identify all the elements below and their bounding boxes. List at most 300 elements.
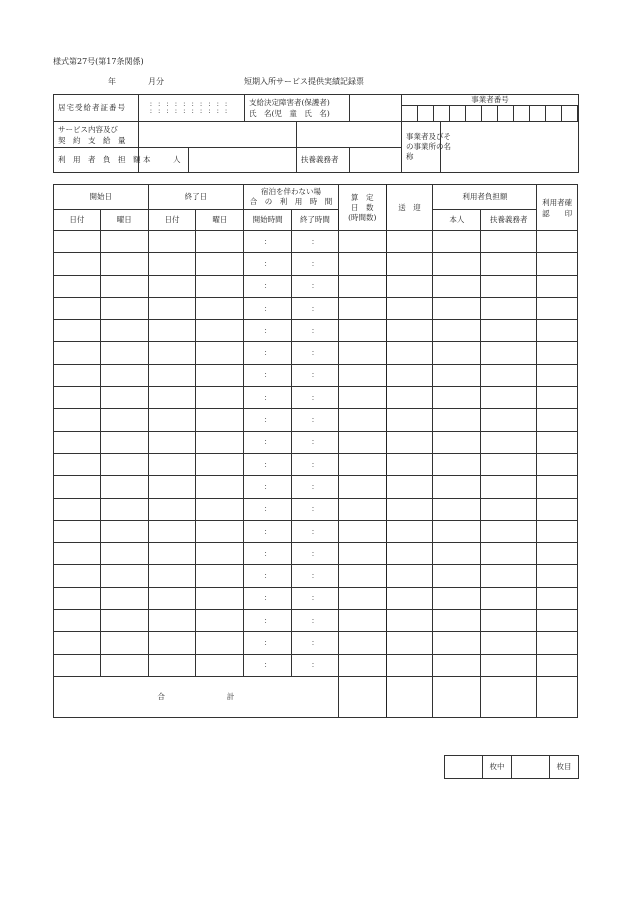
transport-cell[interactable] (386, 476, 433, 498)
calc-days-header (338, 185, 386, 231)
transport-cell[interactable] (386, 253, 433, 275)
end-weekday-cell[interactable] (196, 320, 244, 342)
burden-dependent-cell[interactable] (481, 520, 537, 542)
table-row (54, 275, 578, 297)
calc-days-cell[interactable] (338, 387, 386, 409)
transport-cell[interactable] (386, 342, 433, 364)
transport-cell[interactable] (386, 632, 433, 654)
end-time-cell[interactable]: ： (292, 387, 339, 409)
end-weekday-cell[interactable] (196, 543, 244, 565)
user-confirm-cell[interactable] (537, 253, 578, 275)
end-time-cell[interactable]: ： (292, 231, 339, 253)
calc-days-cell[interactable] (338, 654, 386, 676)
no-stay-header-line2: 合 の 利 用 時 間 (249, 197, 333, 206)
table-row (54, 431, 578, 453)
transport-cell[interactable] (386, 565, 433, 587)
no-stay-header-line1: 宿泊を伴わない場 (261, 187, 322, 196)
user-confirm-cell[interactable] (537, 275, 578, 297)
end-weekday-cell[interactable] (196, 587, 244, 609)
transport-cell[interactable] (386, 587, 433, 609)
burden-dependent-cell[interactable] (481, 543, 537, 565)
service-content-field-2[interactable] (297, 122, 402, 148)
start-date-cell[interactable] (54, 498, 101, 520)
start-date-cell[interactable] (54, 231, 101, 253)
start-date-cell[interactable] (54, 610, 101, 632)
self-burden-field[interactable] (189, 148, 297, 173)
start-weekday-cell[interactable] (100, 520, 148, 542)
calc-days-cell[interactable] (338, 231, 386, 253)
burden-self-cell[interactable] (433, 364, 481, 386)
end-date-cell[interactable] (148, 431, 196, 453)
provider-name-label (402, 122, 452, 173)
calc-days-cell[interactable] (338, 476, 386, 498)
calc-days-line2: 日 数 (351, 202, 374, 212)
burden-self-sub: 本人 (433, 210, 481, 231)
start-time-cell[interactable]: ： (244, 498, 292, 520)
calc-days-cell[interactable] (338, 275, 386, 297)
info-table (53, 94, 579, 173)
burden-dependent-cell[interactable] (481, 498, 537, 520)
start-date-cell[interactable] (54, 297, 101, 319)
calc-days-cell[interactable] (338, 364, 386, 386)
end-time-cell[interactable]: ： (292, 253, 339, 275)
burden-dependent-cell[interactable] (481, 587, 537, 609)
user-confirm-cell[interactable] (537, 453, 578, 475)
table-row (54, 565, 578, 587)
provider-number-label: 事業者番号 (402, 95, 578, 106)
burden-dependent-cell[interactable] (481, 275, 537, 297)
user-confirm-cell[interactable] (537, 364, 578, 386)
transport-cell[interactable] (386, 409, 433, 431)
service-content-label (54, 122, 139, 148)
burden-self-cell[interactable] (433, 498, 481, 520)
end-date-cell[interactable] (148, 453, 196, 475)
end-weekday-cell[interactable] (196, 387, 244, 409)
table-row (54, 520, 578, 542)
start-weekday-cell[interactable] (100, 610, 148, 632)
no-stay-time-header (244, 185, 339, 210)
table-row (54, 342, 578, 364)
confirm-line2: 認 印 (542, 208, 573, 218)
user-confirm-cell[interactable] (537, 476, 578, 498)
transport-cell[interactable] (386, 387, 433, 409)
dependent-label: 扶養義務者 (297, 148, 350, 173)
end-time-cell[interactable]: ： (292, 364, 339, 386)
burden-self-cell[interactable] (433, 565, 481, 587)
start-weekday-cell[interactable] (100, 320, 148, 342)
end-date-cell[interactable] (148, 320, 196, 342)
start-weekday-cell[interactable] (100, 409, 148, 431)
end-date-cell[interactable] (148, 498, 196, 520)
start-date-cell[interactable] (54, 565, 101, 587)
end-weekday-cell[interactable] (196, 498, 244, 520)
burden-self-cell[interactable] (433, 253, 481, 275)
start-time-cell[interactable]: ： (244, 431, 292, 453)
end-weekday-cell[interactable] (196, 342, 244, 364)
end-time-sub: 終了時間 (292, 210, 339, 231)
start-time-cell[interactable]: ： (244, 364, 292, 386)
end-date-cell[interactable] (148, 253, 196, 275)
sheet-number-label: 枚目 (550, 756, 579, 779)
calc-days-cell[interactable] (338, 498, 386, 520)
end-date-cell[interactable] (148, 297, 196, 319)
end-time-cell[interactable]: ： (292, 565, 339, 587)
start-time-sub: 開始時間 (244, 210, 292, 231)
burden-self-cell[interactable] (433, 520, 481, 542)
start-time-cell[interactable]: ： (244, 587, 292, 609)
burden-dependent-cell[interactable] (481, 453, 537, 475)
total-calc-days-cell[interactable] (338, 676, 386, 717)
total-user-confirm-cell[interactable] (537, 676, 578, 717)
end-date-cell[interactable] (148, 543, 196, 565)
start-weekday-cell[interactable] (100, 431, 148, 453)
guardian-label-line2: 氏 名(児 童 氏 名) (249, 109, 330, 118)
end-weekday-cell[interactable] (196, 654, 244, 676)
burden-dependent-cell[interactable] (481, 342, 537, 364)
end-date-cell[interactable] (148, 476, 196, 498)
start-date-cell[interactable] (54, 387, 101, 409)
end-weekday-cell[interactable] (196, 431, 244, 453)
end-date-cell[interactable] (148, 587, 196, 609)
end-date-cell[interactable] (148, 632, 196, 654)
table-row (54, 610, 578, 632)
burden-dependent-cell[interactable] (481, 364, 537, 386)
start-weekday-cell[interactable] (100, 654, 148, 676)
start-time-cell[interactable]: ： (244, 253, 292, 275)
burden-dependent-cell[interactable] (481, 565, 537, 587)
end-date-cell[interactable] (148, 342, 196, 364)
total-burden-dependent-cell[interactable] (481, 676, 537, 717)
end-time-cell[interactable]: ： (292, 654, 339, 676)
end-weekday-cell[interactable] (196, 364, 244, 386)
end-date-cell[interactable] (148, 275, 196, 297)
burden-self-cell[interactable] (433, 275, 481, 297)
service-content-field[interactable] (139, 122, 297, 148)
confirm-line1: 利用者確 (542, 197, 573, 207)
start-weekday-cell[interactable] (100, 565, 148, 587)
provider-name-field[interactable] (441, 122, 579, 173)
start-weekday-cell[interactable] (100, 231, 148, 253)
start-date-sub: 日付 (54, 210, 101, 231)
burden-self-cell[interactable] (433, 543, 481, 565)
total-row (54, 676, 578, 717)
end-weekday-cell[interactable] (196, 409, 244, 431)
start-weekday-cell[interactable] (100, 275, 148, 297)
transport-cell[interactable] (386, 520, 433, 542)
burden-dependent-cell[interactable] (481, 431, 537, 453)
burden-dependent-cell[interactable] (481, 320, 537, 342)
end-date-cell[interactable] (148, 610, 196, 632)
burden-self-cell[interactable] (433, 654, 481, 676)
transport-cell[interactable] (386, 231, 433, 253)
user-confirm-cell[interactable] (537, 409, 578, 431)
burden-dependent-sub: 扶養義務者 (481, 210, 537, 231)
burden-dependent-cell[interactable] (481, 253, 537, 275)
guardian-name-field[interactable] (350, 95, 402, 122)
burden-self-cell[interactable] (433, 297, 481, 319)
end-time-cell[interactable]: ： (292, 342, 339, 364)
burden-dependent-cell[interactable] (481, 387, 537, 409)
burden-self-cell[interactable] (433, 610, 481, 632)
end-time-cell[interactable]: ： (292, 453, 339, 475)
start-date-cell[interactable] (54, 275, 101, 297)
sheet-count-table (444, 755, 579, 779)
end-date-sub: 日付 (148, 210, 196, 231)
calc-days-line1: 算 定 (351, 192, 374, 202)
end-time-cell[interactable]: ： (292, 610, 339, 632)
calc-days-line3: (時間数) (348, 212, 377, 222)
start-date-cell[interactable] (54, 431, 101, 453)
user-confirm-cell[interactable] (537, 654, 578, 676)
start-date-cell[interactable] (54, 476, 101, 498)
user-confirm-cell[interactable] (537, 387, 578, 409)
end-date-header: 終了日 (148, 185, 244, 210)
form-number: 様式第27号(第17条関係) (53, 57, 144, 66)
calc-days-cell[interactable] (338, 520, 386, 542)
provider-number-boxes[interactable] (402, 106, 578, 121)
transport-cell[interactable] (386, 364, 433, 386)
total-label-1: 合 (157, 691, 165, 701)
burden-dependent-cell[interactable] (481, 632, 537, 654)
calc-days-cell[interactable] (338, 409, 386, 431)
transport-cell[interactable] (386, 320, 433, 342)
calc-days-cell[interactable] (338, 342, 386, 364)
user-confirm-cell[interactable] (537, 610, 578, 632)
end-time-cell[interactable]: ： (292, 543, 339, 565)
user-burden-header: 利用者負担額 (433, 185, 537, 210)
end-weekday-cell[interactable] (196, 231, 244, 253)
start-date-header: 開始日 (54, 185, 149, 210)
end-weekday-cell[interactable] (196, 520, 244, 542)
start-weekday-cell[interactable] (100, 632, 148, 654)
burden-self-cell[interactable] (433, 632, 481, 654)
burden-self-cell[interactable] (433, 476, 481, 498)
start-weekday-cell[interactable] (100, 342, 148, 364)
table-row (54, 297, 578, 319)
end-weekday-cell[interactable] (196, 275, 244, 297)
end-date-cell[interactable] (148, 231, 196, 253)
user-confirm-cell[interactable] (537, 565, 578, 587)
records-table (53, 184, 578, 718)
calc-days-cell[interactable] (338, 543, 386, 565)
start-date-cell[interactable] (54, 654, 101, 676)
end-date-cell[interactable] (148, 364, 196, 386)
end-weekday-cell[interactable] (196, 297, 244, 319)
table-row (54, 587, 578, 609)
start-weekday-cell[interactable] (100, 387, 148, 409)
start-date-cell[interactable] (54, 520, 101, 542)
table-row (54, 387, 578, 409)
burden-dependent-cell[interactable] (481, 610, 537, 632)
table-row (54, 498, 578, 520)
end-date-cell[interactable] (148, 409, 196, 431)
service-label-line2: 契 約 支 給 量 (58, 135, 126, 145)
user-confirm-cell[interactable] (537, 320, 578, 342)
sheet-number-field[interactable] (512, 756, 550, 779)
user-confirm-cell[interactable] (537, 231, 578, 253)
end-time-cell[interactable]: ： (292, 431, 339, 453)
end-date-cell[interactable] (148, 654, 196, 676)
provider-name-label-line1: 事業者及びそ (406, 132, 452, 141)
calc-days-cell[interactable] (338, 431, 386, 453)
end-time-cell[interactable]: ： (292, 476, 339, 498)
user-confirm-cell[interactable] (537, 543, 578, 565)
start-weekday-cell[interactable] (100, 297, 148, 319)
user-confirm-cell[interactable] (537, 498, 578, 520)
burden-self-cell[interactable] (433, 409, 481, 431)
calc-days-cell[interactable] (338, 253, 386, 275)
transport-cell[interactable] (386, 610, 433, 632)
start-date-cell[interactable] (54, 632, 101, 654)
end-time-cell[interactable]: ： (292, 297, 339, 319)
end-weekday-cell[interactable] (196, 565, 244, 587)
calc-days-cell[interactable] (338, 453, 386, 475)
burden-dependent-cell[interactable] (481, 297, 537, 319)
start-weekday-cell[interactable] (100, 364, 148, 386)
start-time-cell[interactable]: ： (244, 520, 292, 542)
table-row (54, 231, 578, 253)
end-date-cell[interactable] (148, 565, 196, 587)
user-confirm-cell[interactable] (537, 297, 578, 319)
transport-cell[interactable] (386, 654, 433, 676)
start-weekday-cell[interactable] (100, 253, 148, 275)
transport-cell[interactable] (386, 297, 433, 319)
end-weekday-cell[interactable] (196, 632, 244, 654)
start-date-cell[interactable] (54, 253, 101, 275)
table-row (54, 253, 578, 275)
start-date-cell[interactable] (54, 587, 101, 609)
total-burden-self-cell[interactable] (433, 676, 481, 717)
start-weekday-cell[interactable] (100, 476, 148, 498)
calc-days-cell[interactable] (338, 632, 386, 654)
transport-header: 送 迎 (386, 185, 433, 231)
start-time-cell[interactable]: ： (244, 342, 292, 364)
end-weekday-sub: 曜日 (196, 210, 244, 231)
start-time-cell[interactable]: ： (244, 654, 292, 676)
burden-dependent-cell[interactable] (481, 231, 537, 253)
start-time-cell[interactable]: ： (244, 543, 292, 565)
burden-self-cell[interactable] (433, 342, 481, 364)
end-time-cell[interactable]: ： (292, 409, 339, 431)
start-time-cell[interactable]: ： (244, 297, 292, 319)
end-time-cell[interactable]: ： (292, 632, 339, 654)
start-time-cell[interactable]: ： (244, 632, 292, 654)
sheets-total-label: 枚中 (483, 756, 512, 779)
burden-self-cell[interactable] (433, 387, 481, 409)
burden-self-cell[interactable] (433, 453, 481, 475)
table-row (54, 453, 578, 475)
start-time-cell[interactable]: ： (244, 610, 292, 632)
transport-cell[interactable] (386, 543, 433, 565)
form-title: 短期入所サービス提供実績記録票 (244, 77, 364, 86)
end-date-cell[interactable] (148, 520, 196, 542)
end-weekday-cell[interactable] (196, 476, 244, 498)
start-time-cell[interactable]: ： (244, 476, 292, 498)
year-label: 年 (108, 77, 116, 86)
start-time-cell[interactable]: ： (244, 231, 292, 253)
burden-dependent-cell[interactable] (481, 654, 537, 676)
calc-days-cell[interactable] (338, 297, 386, 319)
sheets-total-field[interactable] (445, 756, 483, 779)
calc-days-cell[interactable] (338, 565, 386, 587)
guardian-label (245, 95, 350, 122)
end-time-cell[interactable]: ： (292, 520, 339, 542)
transport-cell[interactable] (386, 431, 433, 453)
start-date-cell[interactable] (54, 320, 101, 342)
table-row (54, 654, 578, 676)
user-confirm-cell[interactable] (537, 587, 578, 609)
start-weekday-cell[interactable] (100, 498, 148, 520)
start-time-cell[interactable]: ： (244, 409, 292, 431)
user-confirm-cell[interactable] (537, 431, 578, 453)
end-time-cell[interactable]: ： (292, 275, 339, 297)
end-time-cell[interactable]: ： (292, 587, 339, 609)
end-time-cell[interactable]: ： (292, 498, 339, 520)
burden-self-cell[interactable] (433, 231, 481, 253)
start-date-cell[interactable] (54, 453, 101, 475)
start-time-cell[interactable]: ： (244, 453, 292, 475)
calc-days-cell[interactable] (338, 610, 386, 632)
start-time-cell[interactable]: ： (244, 275, 292, 297)
user-confirm-cell[interactable] (537, 632, 578, 654)
end-weekday-cell[interactable] (196, 453, 244, 475)
burden-label: 利 用 者 負 担 額 (54, 148, 139, 173)
total-transport-cell[interactable] (386, 676, 433, 717)
end-weekday-cell[interactable] (196, 253, 244, 275)
start-time-cell[interactable]: ： (244, 387, 292, 409)
dependent-burden-field[interactable] (350, 148, 402, 173)
start-date-cell[interactable] (54, 543, 101, 565)
calc-days-cell[interactable] (338, 320, 386, 342)
burden-dependent-cell[interactable] (481, 409, 537, 431)
start-date-cell[interactable] (54, 364, 101, 386)
table-row (54, 632, 578, 654)
self-label: 本 人 (139, 148, 189, 173)
recipient-cert-label: 居宅受給者証番号 (54, 95, 139, 122)
start-date-cell[interactable] (54, 409, 101, 431)
table-row (54, 543, 578, 565)
start-date-cell[interactable] (54, 342, 101, 364)
start-weekday-cell[interactable] (100, 453, 148, 475)
guardian-label-line1: 支給決定障害者(保護者) (249, 98, 330, 107)
burden-self-cell[interactable] (433, 587, 481, 609)
table-row (54, 364, 578, 386)
user-confirm-cell[interactable] (537, 342, 578, 364)
start-time-cell[interactable]: ： (244, 565, 292, 587)
recipient-cert-number-field[interactable]: :::::::::: :::::::::: (139, 95, 245, 122)
table-row (54, 409, 578, 431)
provider-number-cell (402, 95, 579, 122)
user-confirm-header (537, 185, 578, 231)
start-time-cell[interactable]: ： (244, 320, 292, 342)
calc-days-cell[interactable] (338, 587, 386, 609)
end-weekday-cell[interactable] (196, 610, 244, 632)
transport-cell[interactable] (386, 275, 433, 297)
end-date-cell[interactable] (148, 387, 196, 409)
burden-dependent-cell[interactable] (481, 476, 537, 498)
transport-cell[interactable] (386, 498, 433, 520)
transport-cell[interactable] (386, 453, 433, 475)
burden-self-cell[interactable] (433, 431, 481, 453)
table-row (54, 476, 578, 498)
provider-name-label-line3: 称 (406, 152, 414, 161)
table-row (54, 320, 578, 342)
start-weekday-cell[interactable] (100, 543, 148, 565)
start-weekday-cell[interactable] (100, 587, 148, 609)
end-time-cell[interactable]: ： (292, 320, 339, 342)
user-confirm-cell[interactable] (537, 520, 578, 542)
burden-self-cell[interactable] (433, 320, 481, 342)
